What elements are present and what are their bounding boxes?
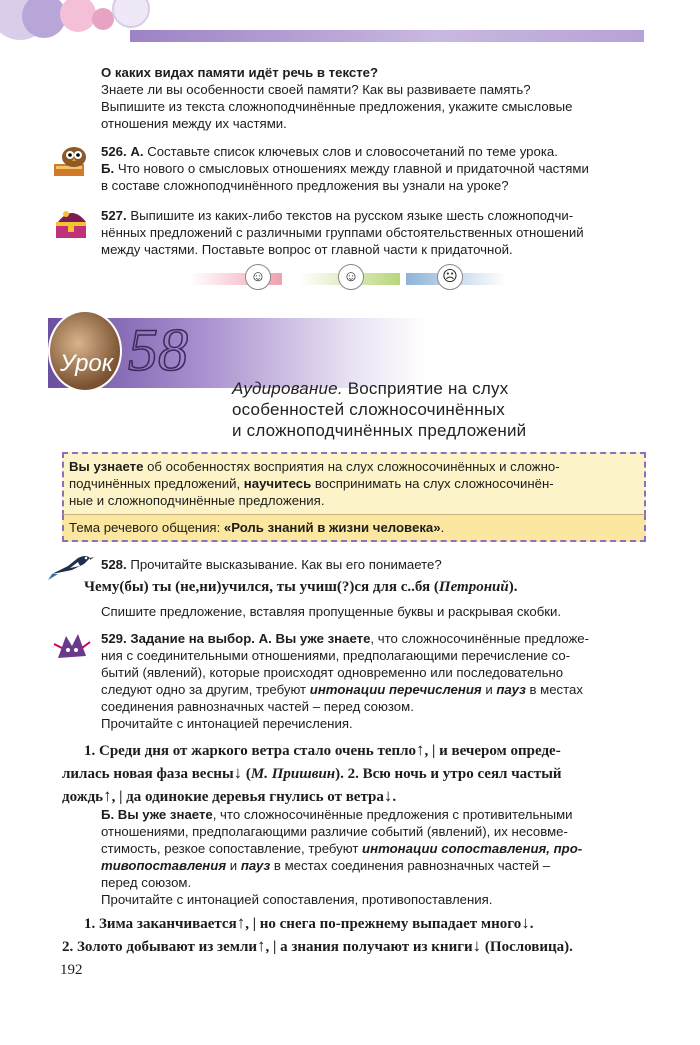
goals-text <box>69 458 637 509</box>
ex-b2: 2. Золото добывают из земли <box>62 939 258 955</box>
lesson-word: Урок <box>60 350 114 377</box>
arrow-up-icon: ↑ <box>416 740 425 759</box>
ex528-quote <box>84 578 644 597</box>
term-contrast-intonation: интонации сопоставления, про- <box>362 841 583 856</box>
lesson-title-line-3: и сложноподчинённых предложений <box>232 421 527 440</box>
question-4: отношения между их частями. <box>101 116 287 131</box>
ex-b2b: , | а знания получают из книги <box>265 939 473 955</box>
goals-line-1: об особенностях восприятия на слух сложносочинённых и сложно- <box>143 459 560 474</box>
treasure-chest-icon <box>52 206 92 240</box>
ex529-b-line-2: отношениями, предполагающими различие событий (явлений), их несовме- <box>101 824 568 839</box>
ex-b1b: , | но снега по-прежнему выпадает много <box>245 916 522 932</box>
page-number: 192 <box>60 962 83 978</box>
ex528-number: 528. <box>101 557 127 572</box>
ex529-b-line-1: , что сложносочинённые предложения с противительными <box>212 807 573 822</box>
ex529-head: Задание на выбор. А. Вы уже знаете <box>126 631 371 646</box>
arrow-down-icon: ↓ <box>383 786 393 805</box>
ex528-quote-text: Чему(бы) ты (не,ни)учился, ты учиш(?)ся для с..бя ( <box>84 579 439 595</box>
lesson-title-line-1: Восприятие на слух <box>342 379 509 398</box>
ex529-b-line-5: перед союзом. <box>101 875 192 890</box>
ex-a2-author: М. Пришвин <box>250 766 336 782</box>
cat-hand-icon <box>52 630 92 664</box>
theme-label: Тема речевого общения: <box>69 520 224 535</box>
intro-questions <box>101 64 646 132</box>
owl-books-icon <box>52 144 92 178</box>
theme-end: . <box>440 520 445 535</box>
ex528-quote-end: ). <box>508 579 518 595</box>
ex526-line-3: в составе сложноподчинённого предложения вы узнали на уроке? <box>101 178 509 193</box>
you-learn-label: Вы узнаете <box>69 459 144 474</box>
ex-b2c: (Пословица). <box>481 939 573 955</box>
ex-a2c: ). 2. Всю ночь и утро сеял частый <box>335 766 562 782</box>
ex529-examples-b <box>62 912 646 958</box>
question-2: Знаете ли вы особенности своей памяти? Как вы развиваете память? <box>101 82 531 97</box>
ex529-b-line-4b: и <box>226 858 241 873</box>
lesson-title <box>232 378 526 441</box>
arrow-down-icon: ↓ <box>233 763 243 782</box>
ex-a2b: ( <box>242 766 251 782</box>
ex529-line-6: Прочитайте с интонацией перечисления. <box>101 716 353 731</box>
ex529-b-line-6: Прочитайте с интонацией сопоставления, противопоставления. <box>101 892 493 907</box>
ex526-number: 526. <box>101 144 127 159</box>
goals-line-2a: подчинённых предложений, <box>69 476 244 491</box>
theme-value: «Роль знаний в жизни человека» <box>223 520 441 535</box>
ex526-part-b: Б. <box>101 161 115 176</box>
question-3: Выпишите из текста сложноподчинённые предложения, укажите смысловые <box>101 99 573 114</box>
lesson-number: 58 <box>128 317 188 383</box>
arrow-up-icon: ↑ <box>257 936 266 955</box>
term-pauses: пауз <box>496 682 526 697</box>
ex529-part-b <box>101 806 646 908</box>
ex529-number: 529. <box>101 631 127 646</box>
ex529-b-line-4c: в местах соединения равнозначных частей – <box>270 858 551 873</box>
ex529-line-5: соединения равнозначных частей – перед союзом. <box>101 699 414 714</box>
ex-b1c: . <box>529 916 534 932</box>
ex529-line-1: , что сложносочинённые предложе- <box>370 631 590 646</box>
ex528-instruction: Спишите предложение, вставляя пропущенные буквы и раскрывая скобки. <box>101 604 562 619</box>
ex529-part-b-label: Б. Вы уже знаете <box>101 807 213 822</box>
goals-line-2b: воспринимать на слух сложносочинён- <box>311 476 554 491</box>
sad-face-icon: ☹ <box>437 264 463 290</box>
ex528-quote-author: Петроний <box>438 579 509 595</box>
ex529-b-line-3a: стимость, резкое сопоставление, требуют <box>101 841 363 856</box>
arrow-down-icon: ↓ <box>521 913 530 932</box>
term-opposition: тивопоставления <box>101 858 227 873</box>
goals-line-3: ные и сложноподчинённые предложения. <box>69 493 325 508</box>
learn-label: научитесь <box>243 476 312 491</box>
magpie-icon <box>48 548 96 582</box>
ex526-part-a: А. <box>130 144 144 159</box>
ex526-line-1: Составьте список ключевых слов и словосочетаний по теме урока. <box>143 144 558 159</box>
ex-a1: 1. Среди дня от жаркого ветра стало очень тепло <box>84 743 417 759</box>
term-pauses-b: пауз <box>240 858 271 873</box>
ex-a2: лилась новая фаза весны <box>62 766 234 782</box>
ex527-number: 527. <box>101 208 127 223</box>
lesson-title-line-2: особенностей сложносочинённых <box>232 400 505 419</box>
ex529-examples-a <box>62 739 646 808</box>
ex529-line-3: бытий (явлений), которые происходят одновременно или последовательно <box>101 665 564 680</box>
ex529-line-4b: и <box>481 682 497 697</box>
ex527-line-2: нённых предложений с различными группами обстоятельственных отношений <box>101 225 584 240</box>
arrow-down-icon: ↓ <box>472 936 482 955</box>
exercise-529 <box>101 630 646 732</box>
ex-a1b: , | и вечером опреде- <box>424 743 561 759</box>
ex527-line-1: Выпишите из каких-либо текстов на русском языке шесть сложноподчи- <box>126 208 574 223</box>
ex-a3b: , | да одинокие деревья гнулись от ветра <box>111 789 384 805</box>
ex529-line-4a: следуют одно за другим, требуют <box>101 682 310 697</box>
lesson-title-italic: Аудирование. <box>232 379 343 398</box>
ex529-line-4c: в местах <box>525 682 583 697</box>
ex529-line-2: ния с соединительными отношениями, предполагающими перечисление со- <box>101 648 571 663</box>
arrow-up-icon: ↑ <box>103 786 112 805</box>
smile-face-icon: ☺ <box>338 264 364 290</box>
theme-text <box>69 519 637 536</box>
ex-a3: дождь <box>62 789 104 805</box>
ex-b1: 1. Зима заканчивается <box>84 916 237 932</box>
term-enumeration-intonation: интонации перечисления <box>309 682 482 697</box>
exercise-528 <box>101 556 646 573</box>
exercise-527 <box>101 207 646 258</box>
question-1: О каких видах памяти идёт речь в тексте? <box>101 65 379 80</box>
happy-face-icon: ☺ <box>245 264 271 290</box>
ex-a3c: . <box>392 789 397 805</box>
ex528-task: Прочитайте высказывание. Как вы его понимаете? <box>126 557 442 572</box>
ex527-line-3: между частями. Поставьте вопрос от главной части к придаточной. <box>101 242 513 257</box>
exercise-526 <box>101 143 646 194</box>
arrow-up-icon: ↑ <box>236 913 246 932</box>
ex526-line-2: Что нового о смысловых отношениях между главной и придаточной частями <box>117 161 589 176</box>
